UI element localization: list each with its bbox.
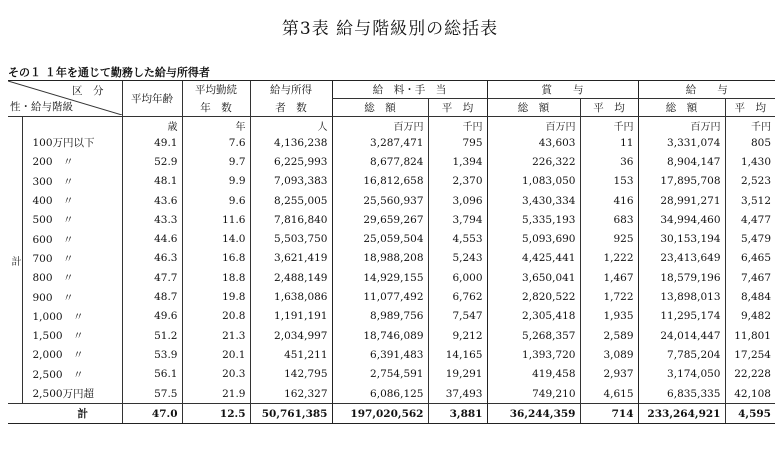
cell-age: 51.2: [122, 326, 182, 345]
table-row: [8, 191, 775, 210]
table-row: [8, 172, 775, 191]
cell-pay-total: 28,991,271: [638, 191, 725, 210]
units-row: [8, 117, 775, 134]
row-label: 1,000 〃: [32, 310, 84, 323]
cell-bonus-avg: 153: [580, 172, 638, 191]
row-label: 300 〃: [32, 175, 74, 188]
cell-salary-avg: 6,762: [428, 287, 487, 306]
cell-earners: 2,034,997: [250, 326, 332, 345]
row-label: 1,500 〃: [32, 330, 84, 343]
cell-salary-avg: 4,553: [428, 229, 487, 248]
cell-earners: 5,503,750: [250, 229, 332, 248]
unit-label: 百万円: [487, 117, 580, 134]
cell-bonus-avg: 416: [580, 191, 638, 210]
cell-pay-avg: 9,482: [725, 307, 775, 326]
cell-salary-total: 11,077,492: [332, 287, 428, 306]
cell-bonus-total: 3,430,334: [487, 191, 580, 210]
cell-tenure: 14.0: [182, 229, 250, 248]
total-bonus-avg: 714: [580, 404, 638, 424]
cell-pay-avg: 4,477: [725, 210, 775, 229]
row-label: 900 〃: [32, 291, 74, 304]
header-corner: [8, 81, 122, 117]
table-row: [8, 249, 775, 268]
total-earners: 50,761,385: [250, 404, 332, 424]
cell-tenure: 9.7: [182, 152, 250, 171]
cell-tenure: 11.6: [182, 210, 250, 229]
row-label: 600 〃: [32, 233, 74, 246]
header-avg-tenure: 平均勤続: [182, 81, 250, 99]
cell-bonus-total: 5,268,357: [487, 326, 580, 345]
cell-pay-avg: 22,228: [725, 365, 775, 384]
cell-pay-avg: 2,523: [725, 172, 775, 191]
total-label: 計: [8, 404, 122, 424]
cell-bonus-avg: 1,222: [580, 249, 638, 268]
cell-salary-total: 25,560,937: [332, 191, 428, 210]
cell-salary-avg: 5,243: [428, 249, 487, 268]
cell-earners: 7,816,840: [250, 210, 332, 229]
cell-pay-avg: 1,430: [725, 152, 775, 171]
cell-bonus-avg: 4,615: [580, 384, 638, 404]
cell-salary-avg: 3,794: [428, 210, 487, 229]
cell-pay-avg: 11,801: [725, 326, 775, 345]
cell-tenure: 9.9: [182, 172, 250, 191]
cell-pay-total: 17,895,708: [638, 172, 725, 191]
cell-salary-avg: 6,000: [428, 268, 487, 287]
cell-age: 48.1: [122, 172, 182, 191]
cell-age: 56.1: [122, 365, 182, 384]
header-earners-count: 者 数: [250, 99, 332, 117]
cell-bonus-total: 749,210: [487, 384, 580, 404]
cell-pay-avg: 8,484: [725, 287, 775, 306]
header-salary: 給 料・手 当: [332, 81, 487, 99]
table-row: [8, 210, 775, 229]
row-label: 700 〃: [32, 252, 74, 265]
cell-salary-avg: 9,212: [428, 326, 487, 345]
total-row: [8, 404, 775, 424]
cell-bonus-avg: 2,589: [580, 326, 638, 345]
cell-tenure: 9.6: [182, 191, 250, 210]
cell-age: 48.7: [122, 287, 182, 306]
table-row: [8, 229, 775, 248]
cell-pay-total: 23,413,649: [638, 249, 725, 268]
cell-age: 53.9: [122, 345, 182, 364]
cell-earners: 3,621,419: [250, 249, 332, 268]
cell-salary-avg: 7,547: [428, 307, 487, 326]
cell-bonus-avg: 683: [580, 210, 638, 229]
page-title: 第3表 給与階級別の総括表: [281, 19, 499, 39]
header-pay-avg: 平 均: [725, 99, 775, 117]
cell-age: 43.3: [122, 210, 182, 229]
cell-age: 43.6: [122, 191, 182, 210]
cell-tenure: 20.8: [182, 307, 250, 326]
table-row: [8, 384, 775, 404]
cell-salary-avg: 19,291: [428, 365, 487, 384]
cell-pay-total: 13,898,013: [638, 287, 725, 306]
cell-pay-total: 3,331,074: [638, 133, 725, 152]
cell-pay-avg: 42,108: [725, 384, 775, 404]
row-label: 800 〃: [32, 272, 74, 285]
header-seibetsu: 性・給与階級: [10, 101, 73, 113]
unit-label: 歳: [122, 117, 182, 134]
cell-salary-avg: 2,370: [428, 172, 487, 191]
cell-pay-total: 34,994,460: [638, 210, 725, 229]
cell-earners: 8,255,005: [250, 191, 332, 210]
cell-salary-avg: 37,493: [428, 384, 487, 404]
cell-salary-total: 6,391,483: [332, 345, 428, 364]
units-label-blank: [22, 117, 122, 134]
header-bonus-sum: 総 額: [487, 99, 580, 117]
summary-table: [8, 80, 775, 424]
cell-earners: 451,211: [250, 345, 332, 364]
side-label-kei: 計: [8, 117, 22, 404]
cell-pay-avg: 5,479: [725, 229, 775, 248]
cell-tenure: 16.8: [182, 249, 250, 268]
unit-label: 千円: [428, 117, 487, 134]
unit-label: 千円: [580, 117, 638, 134]
cell-tenure: 21.3: [182, 326, 250, 345]
table-row: [8, 345, 775, 364]
header-tenure-years: 年 数: [182, 99, 250, 117]
cell-age: 47.7: [122, 268, 182, 287]
cell-pay-total: 7,785,204: [638, 345, 725, 364]
cell-salary-avg: 1,394: [428, 152, 487, 171]
unit-label: 年: [182, 117, 250, 134]
cell-earners: 1,638,086: [250, 287, 332, 306]
unit-label: 百万円: [332, 117, 428, 134]
cell-salary-total: 16,812,658: [332, 172, 428, 191]
cell-tenure: 21.9: [182, 384, 250, 404]
cell-pay-total: 3,174,050: [638, 365, 725, 384]
cell-salary-avg: 14,165: [428, 345, 487, 364]
cell-earners: 2,488,149: [250, 268, 332, 287]
cell-earners: 162,327: [250, 384, 332, 404]
cell-salary-total: 29,659,267: [332, 210, 428, 229]
row-label: 400 〃: [32, 195, 74, 208]
cell-earners: 142,795: [250, 365, 332, 384]
table-row: [8, 287, 775, 306]
cell-bonus-total: 226,322: [487, 152, 580, 171]
cell-earners: 4,136,238: [250, 133, 332, 152]
cell-pay-total: 11,295,174: [638, 307, 725, 326]
cell-salary-total: 25,059,504: [332, 229, 428, 248]
total-age: 47.0: [122, 404, 182, 424]
cell-bonus-total: 5,335,193: [487, 210, 580, 229]
cell-bonus-total: 2,820,522: [487, 287, 580, 306]
cell-pay-avg: 805: [725, 133, 775, 152]
cell-tenure: 7.6: [182, 133, 250, 152]
cell-age: 49.1: [122, 133, 182, 152]
header-kubun: 区 分: [72, 85, 104, 97]
cell-age: 49.6: [122, 307, 182, 326]
unit-label: 千円: [725, 117, 775, 134]
cell-bonus-avg: 925: [580, 229, 638, 248]
cell-salary-total: 2,754,591: [332, 365, 428, 384]
cell-age: 52.9: [122, 152, 182, 171]
total-tenure: 12.5: [182, 404, 250, 424]
table-row: [8, 326, 775, 345]
cell-tenure: 18.8: [182, 268, 250, 287]
cell-bonus-total: 1,083,050: [487, 172, 580, 191]
cell-age: 44.6: [122, 229, 182, 248]
cell-bonus-avg: 11: [580, 133, 638, 152]
cell-bonus-avg: 3,089: [580, 345, 638, 364]
cell-bonus-avg: 1,467: [580, 268, 638, 287]
header-salary-avg: 平 均: [428, 99, 487, 117]
total-salary-avg: 3,881: [428, 404, 487, 424]
cell-salary-total: 14,929,155: [332, 268, 428, 287]
cell-tenure: 20.3: [182, 365, 250, 384]
unit-label: 百万円: [638, 117, 725, 134]
cell-salary-avg: 3,096: [428, 191, 487, 210]
cell-bonus-total: 2,305,418: [487, 307, 580, 326]
cell-salary-total: 18,988,208: [332, 249, 428, 268]
header-salary-sum: 総 額: [332, 99, 428, 117]
cell-tenure: 19.8: [182, 287, 250, 306]
row-label: 500 〃: [32, 214, 74, 227]
cell-salary-total: 3,287,471: [332, 133, 428, 152]
table-row: [8, 268, 775, 287]
cell-age: 57.5: [122, 384, 182, 404]
cell-salary-total: 8,989,756: [332, 307, 428, 326]
header-total-pay: 給 与: [638, 81, 775, 99]
cell-pay-avg: 17,254: [725, 345, 775, 364]
cell-earners: 6,225,993: [250, 152, 332, 171]
header-avg-age: 平均年齢: [122, 81, 182, 117]
cell-pay-avg: 3,512: [725, 191, 775, 210]
total-pay-total: 233,264,921: [638, 404, 725, 424]
table-row: [8, 307, 775, 326]
table-subtitle: その１ １年を通じて勤務した給与所得者: [8, 66, 210, 79]
cell-pay-total: 6,835,335: [638, 384, 725, 404]
cell-pay-total: 18,579,196: [638, 268, 725, 287]
total-salary-total: 197,020,562: [332, 404, 428, 424]
cell-pay-avg: 6,465: [725, 249, 775, 268]
table-row: [8, 133, 775, 152]
header-earners: 給与所得: [250, 81, 332, 99]
cell-bonus-total: 5,093,690: [487, 229, 580, 248]
row-label: 2,500 〃: [32, 368, 84, 381]
cell-bonus-total: 1,393,720: [487, 345, 580, 364]
unit-label: 人: [250, 117, 332, 134]
total-pay-avg: 4,595: [725, 404, 775, 424]
cell-pay-total: 30,153,194: [638, 229, 725, 248]
header-bonus: 賞 与: [487, 81, 638, 99]
cell-bonus-total: 4,425,441: [487, 249, 580, 268]
cell-pay-total: 24,014,447: [638, 326, 725, 345]
cell-salary-avg: 795: [428, 133, 487, 152]
cell-bonus-avg: 1,722: [580, 287, 638, 306]
cell-salary-total: 6,086,125: [332, 384, 428, 404]
cell-age: 46.3: [122, 249, 182, 268]
cell-bonus-total: 43,603: [487, 133, 580, 152]
header-bonus-avg: 平 均: [580, 99, 638, 117]
cell-bonus-avg: 1,935: [580, 307, 638, 326]
row-label: 2,500万円超: [32, 388, 95, 400]
cell-bonus-avg: 2,937: [580, 365, 638, 384]
row-label: 200 〃: [32, 156, 74, 169]
table-row: [8, 152, 775, 171]
cell-earners: 1,191,191: [250, 307, 332, 326]
cell-tenure: 20.1: [182, 345, 250, 364]
total-bonus-total: 36,244,359: [487, 404, 580, 424]
cell-bonus-total: 419,458: [487, 365, 580, 384]
cell-pay-avg: 7,467: [725, 268, 775, 287]
row-label: 100万円以下: [32, 137, 95, 150]
cell-pay-total: 8,904,147: [638, 152, 725, 171]
cell-earners: 7,093,383: [250, 172, 332, 191]
cell-bonus-total: 3,650,041: [487, 268, 580, 287]
table-row: [8, 365, 775, 384]
cell-salary-total: 8,677,824: [332, 152, 428, 171]
cell-bonus-avg: 36: [580, 152, 638, 171]
header-pay-sum: 総 額: [638, 99, 725, 117]
cell-salary-total: 18,746,089: [332, 326, 428, 345]
row-label: 2,000 〃: [32, 349, 84, 362]
